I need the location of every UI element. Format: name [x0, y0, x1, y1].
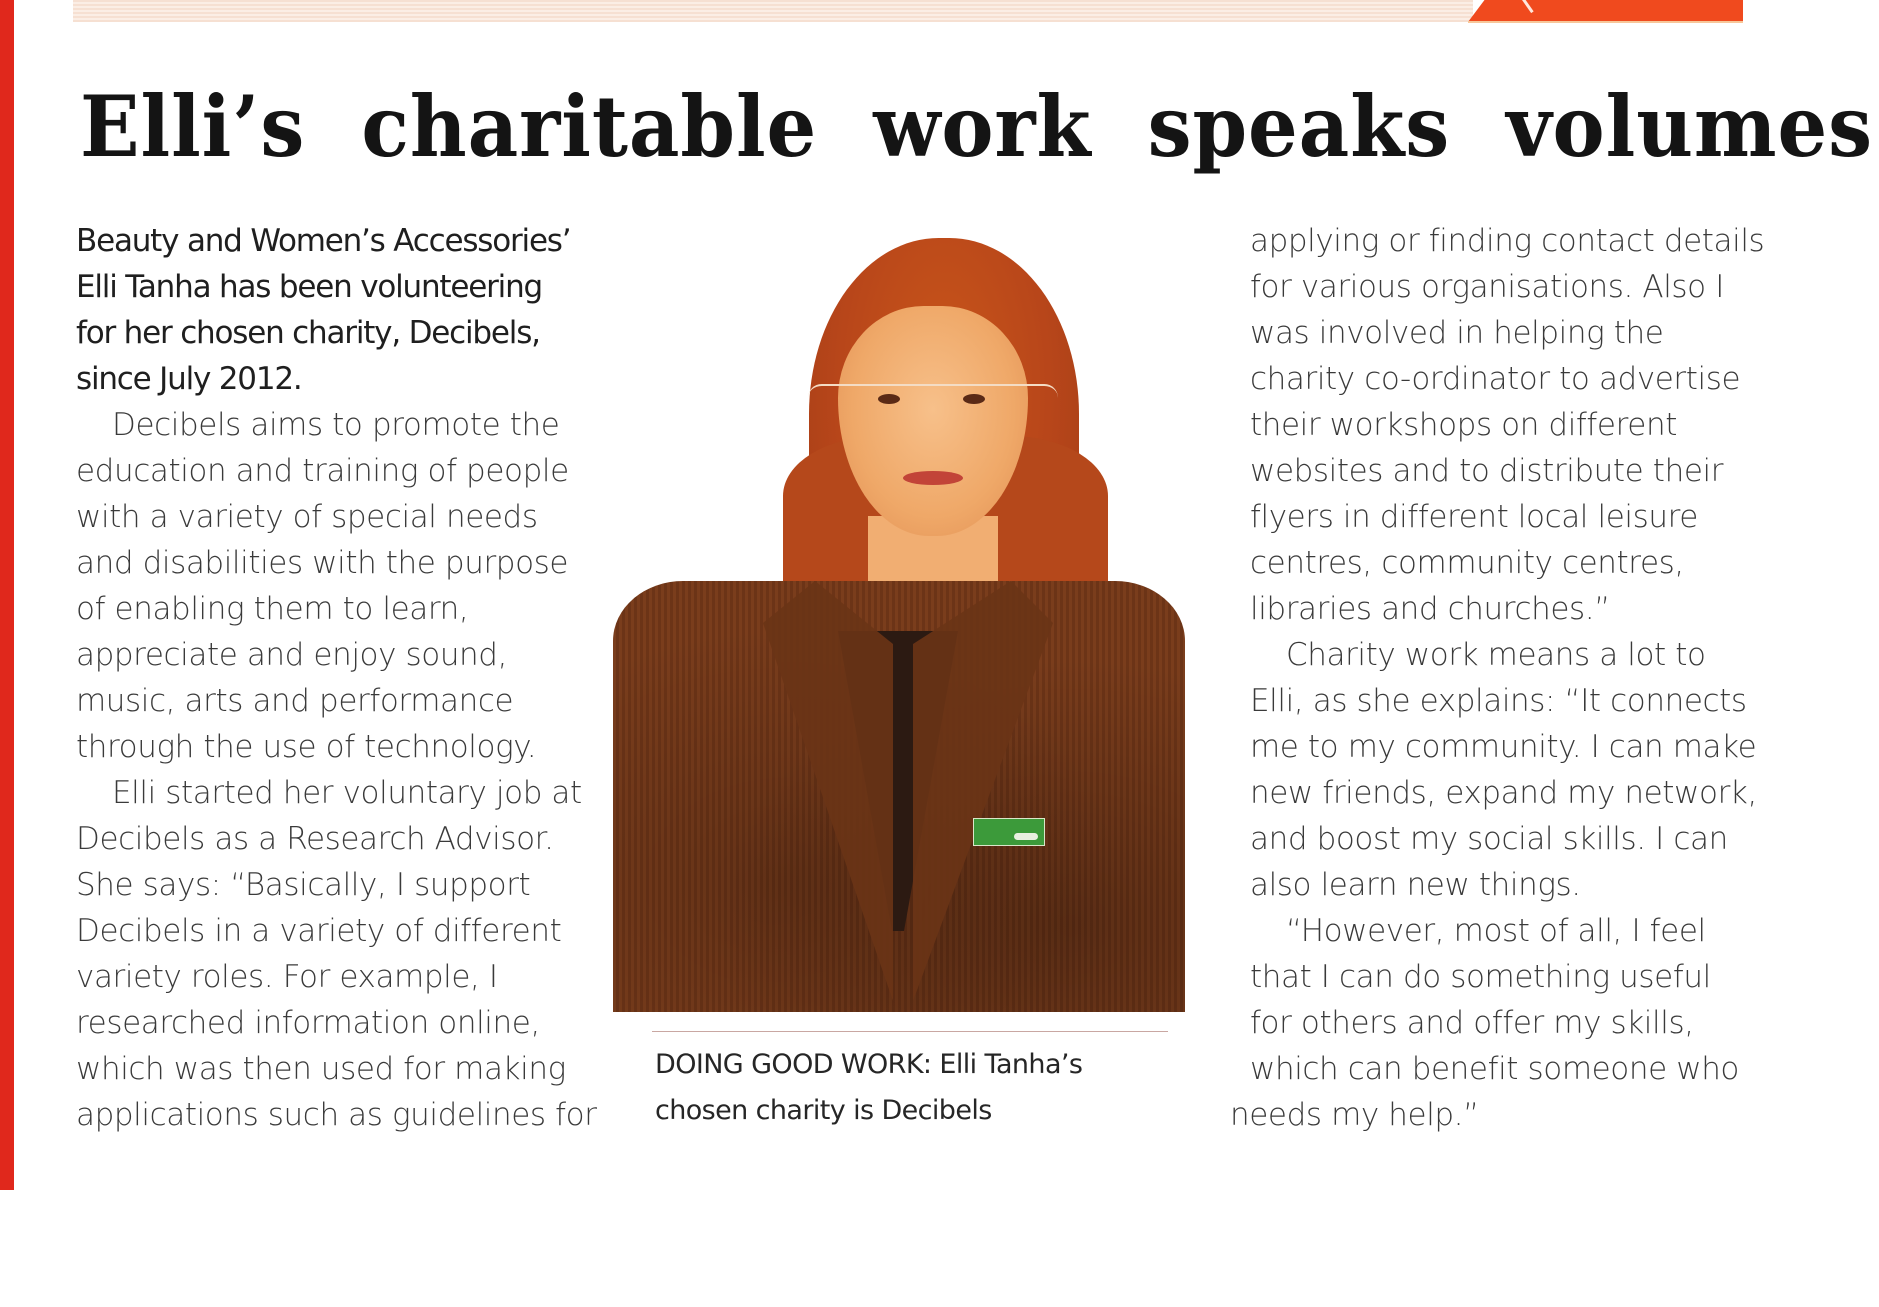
right-column — [1230, 218, 1765, 1138]
body-line: also learn new things. — [1250, 867, 1581, 903]
body-line: new friends, expand my network, — [1250, 775, 1757, 811]
body-line: and disabilities with the purpose — [76, 545, 569, 581]
body-line: Elli, as she explains: “It connects — [1250, 683, 1747, 719]
body-line: variety roles. For example, I — [76, 959, 498, 995]
body-line: needs my help.” — [1230, 1097, 1479, 1133]
caption-text: Elli Tanha’s — [931, 1049, 1083, 1080]
body-line: applications such as guidelines for — [76, 1097, 597, 1133]
photo-lips — [903, 471, 963, 485]
caption-divider — [652, 1031, 1168, 1032]
caption-label: DOING GOOD WORK: — [655, 1049, 932, 1080]
left-column — [76, 218, 597, 1138]
body-line: appreciate and enjoy sound, — [76, 637, 508, 673]
body-line: education and training of people — [76, 453, 569, 489]
body-line: through the use of technology. — [76, 729, 537, 765]
body-line: that I can do something useful — [1250, 959, 1711, 995]
lede-line: Elli Tanha has been volunteering — [76, 269, 543, 305]
body-line: Decibels as a Research Advisor. — [76, 821, 554, 857]
lede-line: for her chosen charity, Decibels, — [76, 315, 540, 351]
left-margin-red-bar — [0, 0, 14, 1190]
body-line: was involved in helping the — [1250, 315, 1664, 351]
body-line: and boost my social skills. I can — [1250, 821, 1728, 857]
body-line: Charity work means a lot to — [1286, 637, 1706, 673]
body-line: She says: “Basically, I support — [76, 867, 531, 903]
body-line: of enabling them to learn, — [76, 591, 469, 627]
body-line: which can benefit someone who — [1250, 1051, 1740, 1087]
body-line: Elli started her voluntary job at — [112, 775, 582, 811]
body-line: which was then used for making — [76, 1051, 566, 1087]
body-line: flyers in different local leisure — [1250, 499, 1698, 535]
lede-line: since July 2012. — [76, 361, 302, 397]
body-line: centres, community centres, — [1250, 545, 1684, 581]
body-line: “However, most of all, I feel — [1286, 913, 1706, 949]
top-banner-accent — [1468, 0, 1743, 22]
body-line: for others and offer my skills, — [1250, 1005, 1694, 1041]
caption-text: chosen charity is Decibels — [655, 1095, 992, 1126]
body-line: music, arts and performance — [76, 683, 514, 719]
article-headline: Elli’s charitable work speaks volumes — [80, 77, 1874, 176]
body-line: for various organisations. Also I — [1250, 269, 1724, 305]
body-line: libraries and churches.” — [1250, 591, 1610, 627]
lede-line: Beauty and Women’s Accessories’ — [76, 223, 571, 259]
photo-glasses — [808, 384, 1058, 416]
body-line: with a variety of special needs — [76, 499, 538, 535]
body-line: me to my community. I can make — [1250, 729, 1757, 765]
body-line: Decibels in a variety of different — [76, 913, 562, 949]
portrait-photo — [613, 236, 1185, 1012]
body-line: applying or finding contact details — [1250, 223, 1765, 259]
photo-eye-left — [878, 394, 900, 404]
body-line: charity co-ordinator to advertise — [1250, 361, 1741, 397]
top-banner-accent-underline — [1468, 21, 1743, 23]
body-line: their workshops on different — [1250, 407, 1677, 443]
body-line: Decibels aims to promote the — [112, 407, 560, 443]
body-line: researched information online, — [76, 1005, 540, 1041]
name-badge-icon — [973, 818, 1045, 846]
top-banner-strip — [73, 0, 1473, 22]
photo-caption — [655, 1042, 1175, 1134]
body-line: websites and to distribute their — [1250, 453, 1724, 489]
photo-eye-right — [963, 394, 985, 404]
